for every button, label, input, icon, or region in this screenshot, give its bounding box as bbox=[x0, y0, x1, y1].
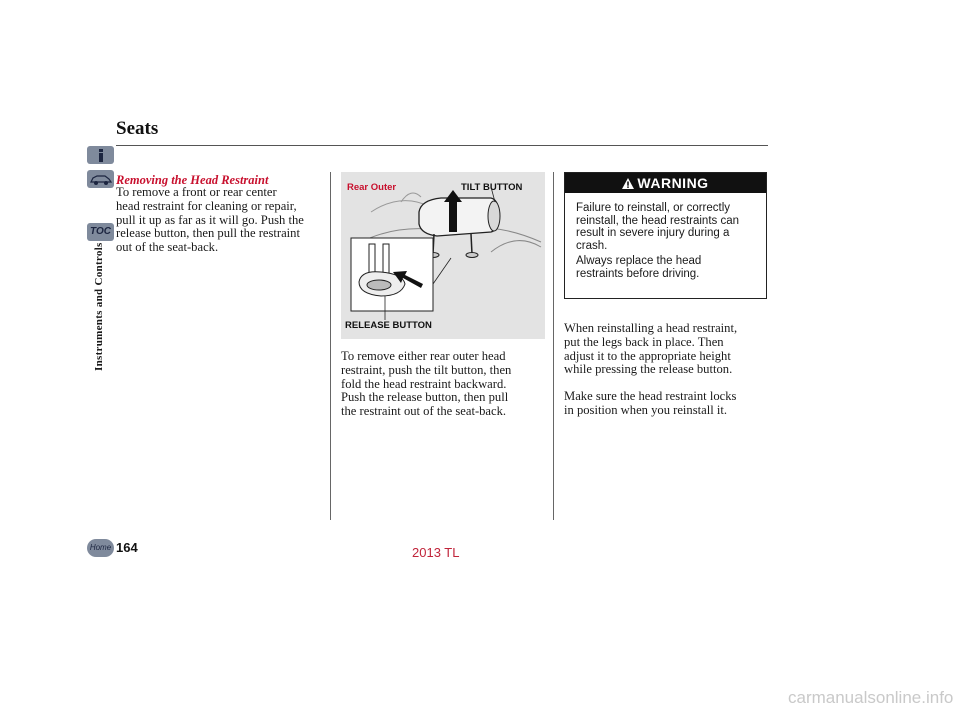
section-side-label: Instruments and Controls bbox=[93, 242, 105, 371]
warning-paragraph-2 bbox=[576, 255, 701, 280]
right-paragraph-1 bbox=[564, 322, 737, 377]
car-icon bbox=[87, 170, 114, 188]
section-heading: Removing the Head Restraint bbox=[116, 173, 269, 187]
toc-nav-button[interactable] bbox=[87, 223, 114, 241]
head-restraint-illustration bbox=[341, 172, 545, 339]
column-divider-2 bbox=[553, 172, 554, 520]
label-tilt-button: TILT BUTTON bbox=[461, 182, 523, 193]
toc-label: TOC bbox=[90, 226, 111, 237]
text-line: release button, then pull the restraint bbox=[116, 226, 300, 241]
text-line: Always replace the head bbox=[576, 255, 702, 267]
text-line: out of the seat-back. bbox=[116, 240, 219, 255]
page-title: Seats bbox=[116, 118, 159, 139]
warning-paragraph-1 bbox=[576, 202, 739, 252]
text-line: restraints before driving. bbox=[576, 267, 700, 280]
watermark: carmanualsonline.info bbox=[788, 688, 954, 707]
warning-box bbox=[564, 172, 767, 299]
info-icon bbox=[87, 146, 114, 164]
text-line: adjust it to the appropriate height bbox=[564, 348, 731, 363]
text-line: in position when you reinstall it. bbox=[564, 402, 728, 417]
title-rule bbox=[116, 145, 768, 146]
warning-header bbox=[565, 173, 766, 193]
column-divider-1 bbox=[330, 172, 331, 520]
middle-paragraph bbox=[341, 350, 511, 419]
footer-model-year: 2013 TL bbox=[412, 545, 460, 560]
text-line: Make sure the head restraint locks bbox=[564, 389, 737, 403]
label-release-button: RELEASE BUTTON bbox=[345, 320, 432, 331]
text-line: while pressing the release button. bbox=[564, 362, 733, 377]
text-line: result in severe injury during a bbox=[576, 227, 730, 240]
head-restraint-figure bbox=[341, 172, 545, 339]
text-line: Push the release button, then pull bbox=[341, 390, 509, 405]
text-line: To remove either rear outer head bbox=[341, 349, 506, 363]
page-number: 164 bbox=[116, 540, 138, 555]
label-rear-outer: Rear Outer bbox=[347, 182, 397, 193]
text-line: pull it up as far as it will go. Push the bbox=[116, 212, 304, 227]
home-label: Home bbox=[89, 543, 112, 552]
text-line: Failure to reinstall, or correctly bbox=[576, 202, 731, 214]
text-line: To remove a front or rear center bbox=[116, 185, 277, 199]
text-line: head restraint for cleaning or repair, bbox=[116, 198, 297, 213]
right-paragraph-2 bbox=[564, 390, 736, 418]
text-line: fold the head restraint backward. bbox=[341, 376, 507, 391]
vehicle-nav-button[interactable] bbox=[87, 170, 114, 188]
warning-triangle-icon bbox=[622, 178, 634, 189]
text-line: reinstall, the head restraints can bbox=[576, 214, 740, 227]
text-line: put the legs back in place. Then bbox=[564, 334, 724, 349]
text-line: the restraint out of the seat-back. bbox=[341, 404, 507, 419]
text-line: restraint, push the tilt button, then bbox=[341, 362, 512, 377]
warning-title: WARNING bbox=[637, 175, 709, 191]
text-line: When reinstalling a head restraint, bbox=[564, 321, 738, 335]
left-paragraph bbox=[116, 186, 304, 255]
info-nav-button[interactable] bbox=[87, 146, 114, 164]
text-line: crash. bbox=[576, 239, 608, 252]
home-nav-button[interactable] bbox=[87, 539, 114, 557]
